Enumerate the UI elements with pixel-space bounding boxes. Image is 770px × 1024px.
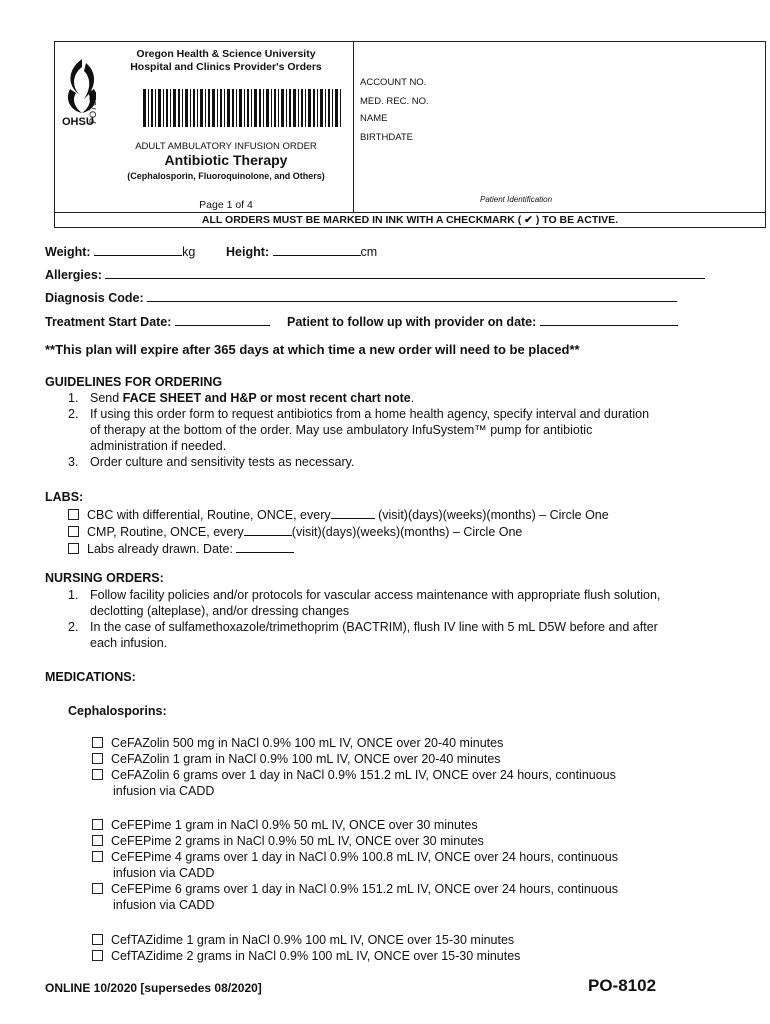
med-option: CefTAZidime 2 grams in NaCl 0.9% 100 mL IV, ONCE over 15-30 minutes xyxy=(92,948,732,964)
med-option: CeFAZolin 500 mg in NaCl 0.9% 100 mL IV, ONCE over 20-40 minutes xyxy=(92,735,732,751)
name-label: NAME xyxy=(360,113,388,124)
med-option: CefTAZidime 1 gram in NaCl 0.9% 100 mL IV, ONCE over 15-30 minutes xyxy=(92,932,732,948)
guidelines-heading: GUIDELINES FOR ORDERING xyxy=(45,375,223,389)
weight-input[interactable] xyxy=(94,243,182,256)
height-row xyxy=(226,243,377,259)
med-option-cont: infusion via CADD xyxy=(113,784,215,798)
expiry-note: **This plan will expire after 365 days at which time a new order will need to be placed** xyxy=(45,342,580,357)
form-code-vertical: PO7071 xyxy=(88,90,98,124)
ceftazidime-group xyxy=(92,932,732,964)
lab-drawn: Labs already drawn. Date: xyxy=(68,540,728,557)
med-checkbox[interactable] xyxy=(92,950,103,961)
med-checkbox[interactable] xyxy=(92,753,103,764)
ink-notice: ALL ORDERS MUST BE MARKED IN INK WITH A CHECKMARK ( ✔ ) TO BE ACTIVE. xyxy=(54,212,766,228)
med-option-cont: infusion via CADD xyxy=(113,866,215,880)
lab-cmp-checkbox[interactable] xyxy=(68,526,79,537)
lab-cmp: CMP, Routine, ONCE, every (visit)(days)(weeks)(months) – Circle One xyxy=(68,523,728,540)
med-option: CeFEPime 2 grams in NaCl 0.9% 50 mL IV, ONCE over 30 minutes xyxy=(92,833,732,849)
diagnosis-row xyxy=(45,289,677,305)
med-checkbox[interactable] xyxy=(92,883,103,894)
guideline-1: 1. Send FACE SHEET and H&P or most recent chart note. xyxy=(68,391,415,405)
birthdate-label: BIRTHDATE xyxy=(360,132,413,143)
footer-online-date: ONLINE 10/2020 [supersedes 08/2020] xyxy=(45,981,262,995)
med-option: CeFAZolin 6 grams over 1 day in NaCl 0.9% 151.2 mL IV, ONCE over 24 hours, continuous xyxy=(92,767,732,783)
medications-heading: MEDICATIONS: xyxy=(45,670,136,684)
followup-input[interactable] xyxy=(540,313,678,326)
cmp-interval-input[interactable] xyxy=(244,523,292,536)
lab-cbc: CBC with differential, Routine, ONCE, every (visit)(days)(weeks)(months) – Circle One xyxy=(68,506,728,523)
guideline-2: 2. If using this order form to request antibiotics from a home health agency, specify interval and duration of therapy at the bottom of the order. May use ambulatory InfuSystem™ pump for antibiotic administration if needed. xyxy=(68,407,650,453)
allergies-row xyxy=(45,266,705,282)
nursing-list xyxy=(68,587,748,651)
followup-row xyxy=(287,313,678,329)
account-no-label: ACCOUNT NO. xyxy=(360,77,427,88)
med-option: CeFEPime 6 grams over 1 day in NaCl 0.9% 151.2 mL IV, ONCE over 24 hours, continuous xyxy=(92,881,732,897)
form-title: Antibiotic Therapy xyxy=(164,152,288,168)
form-subtitle: (Cephalosporin, Fluoroquinolone, and Others) xyxy=(127,171,325,181)
allergies-input[interactable] xyxy=(105,266,705,279)
med-checkbox[interactable] xyxy=(92,851,103,862)
institution-name xyxy=(106,48,346,74)
cbc-interval-input[interactable] xyxy=(331,506,375,519)
med-checkbox[interactable] xyxy=(92,934,103,945)
med-checkbox[interactable] xyxy=(92,819,103,830)
guidelines-list xyxy=(68,390,728,470)
guideline-3: 3. Order culture and sensitivity tests as necessary. xyxy=(68,455,355,469)
weight-label: Weight: xyxy=(45,245,91,259)
nursing-2: 2. In the case of sulfamethoxazole/trimethoprim (BACTRIM), flush IV line with 5 mL D5W before and after each infusion. xyxy=(68,620,658,650)
cefazolin-group xyxy=(92,735,732,799)
med-checkbox[interactable] xyxy=(92,835,103,846)
lab-drawn-checkbox[interactable] xyxy=(68,543,79,554)
labs-heading: LABS: xyxy=(45,490,84,504)
institution-line1: Oregon Health & Science University xyxy=(136,48,316,60)
nursing-1: 1. Follow facility policies and/or protocols for vascular access maintenance with appropriate flush solution, declotting (alteplase), and/or dressing changes xyxy=(68,588,661,618)
cephalosporins-heading: Cephalosporins: xyxy=(68,704,167,718)
diagnosis-label: Diagnosis Code: xyxy=(45,291,144,305)
med-rec-no-label: MED. REC. NO. xyxy=(360,96,429,107)
form-number: PO-8102 xyxy=(588,976,657,995)
order-type: ADULT AMBULATORY INFUSION ORDER xyxy=(135,141,317,152)
height-label: Height: xyxy=(226,245,270,259)
barcode-image xyxy=(143,89,341,127)
lab-cbc-checkbox[interactable] xyxy=(68,509,79,520)
start-date-input[interactable] xyxy=(175,313,270,326)
nursing-heading: NURSING ORDERS: xyxy=(45,571,164,585)
cefepime-group xyxy=(92,817,732,913)
allergies-label: Allergies: xyxy=(45,268,102,282)
med-checkbox[interactable] xyxy=(92,769,103,780)
weight-unit: kg xyxy=(182,245,196,259)
labs-list xyxy=(68,506,728,557)
med-option: CeFAZolin 1 gram in NaCl 0.9% 100 mL IV, ONCE over 20-40 minutes xyxy=(92,751,732,767)
institution-line2: Hospital and Clinics Provider's Orders xyxy=(130,61,322,73)
med-option: CeFEPime 1 gram in NaCl 0.9% 50 mL IV, ONCE over 30 minutes xyxy=(92,817,732,833)
followup-label: Patient to follow up with provider on date: xyxy=(287,315,537,329)
diagnosis-input[interactable] xyxy=(147,289,677,302)
start-date-label: Treatment Start Date: xyxy=(45,315,172,329)
page-indicator: Page 1 of 4 xyxy=(199,199,253,211)
med-option-cont: infusion via CADD xyxy=(113,898,215,912)
height-input[interactable] xyxy=(273,243,361,256)
start-date-row xyxy=(45,313,270,329)
patient-identification-label: Patient Identification xyxy=(480,195,553,204)
weight-row xyxy=(45,243,195,259)
height-unit: cm xyxy=(360,245,378,259)
med-checkbox[interactable] xyxy=(92,737,103,748)
labs-drawn-date-input[interactable] xyxy=(236,540,294,553)
med-option: CeFEPime 4 grams over 1 day in NaCl 0.9% 100.8 mL IV, ONCE over 24 hours, continuous xyxy=(92,849,732,865)
logo-text: OHSU xyxy=(62,116,94,128)
